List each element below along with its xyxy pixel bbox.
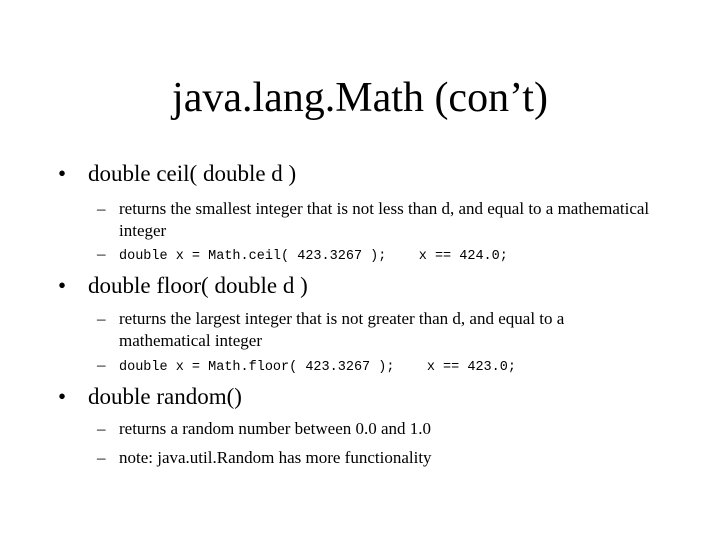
bullet-random-heading: double random() <box>88 384 242 409</box>
dash-icon: – <box>97 309 106 328</box>
sub-ceil-description <box>97 198 657 242</box>
dash-icon: – <box>97 355 106 374</box>
bullet-floor <box>58 272 308 300</box>
code-ceil-example <box>97 245 508 266</box>
sub-random-note-1 <box>97 418 657 440</box>
bullet-ceil-heading: double ceil( double d ) <box>88 161 297 186</box>
sub-floor-description-text: returns the largest integer that is not greater than d, and equal to a mathematical integer <box>119 309 565 350</box>
sub-random-note-2-text: note: java.util.Random has more functionality <box>119 448 432 467</box>
dash-icon: – <box>97 199 106 218</box>
code-ceil-example-text: double x = Math.ceil( 423.3267 ); x == 424.0; <box>119 249 508 264</box>
bullet-ceil <box>58 160 296 188</box>
sub-ceil-description-text: returns the smallest integer that is not less than d, and equal to a mathematical integer <box>119 199 650 240</box>
dash-icon: – <box>97 448 106 467</box>
code-floor-example-text: double x = Math.floor( 423.3267 ); x == 423.0; <box>119 360 516 375</box>
bullet-floor-heading: double floor( double d ) <box>88 273 308 298</box>
dash-icon: – <box>97 419 106 438</box>
bullet-icon: • <box>58 273 67 298</box>
bullet-icon: • <box>58 384 67 409</box>
sub-floor-description <box>97 308 657 352</box>
bullet-random <box>58 383 242 411</box>
slide-title: java.lang.Math (con’t) <box>172 75 548 121</box>
sub-random-note-1-text: returns a random number between 0.0 and 1.0 <box>119 419 432 438</box>
code-floor-example <box>97 356 516 377</box>
sub-random-note-2 <box>97 447 657 469</box>
dash-icon: – <box>97 244 106 263</box>
bullet-icon: • <box>58 161 67 186</box>
